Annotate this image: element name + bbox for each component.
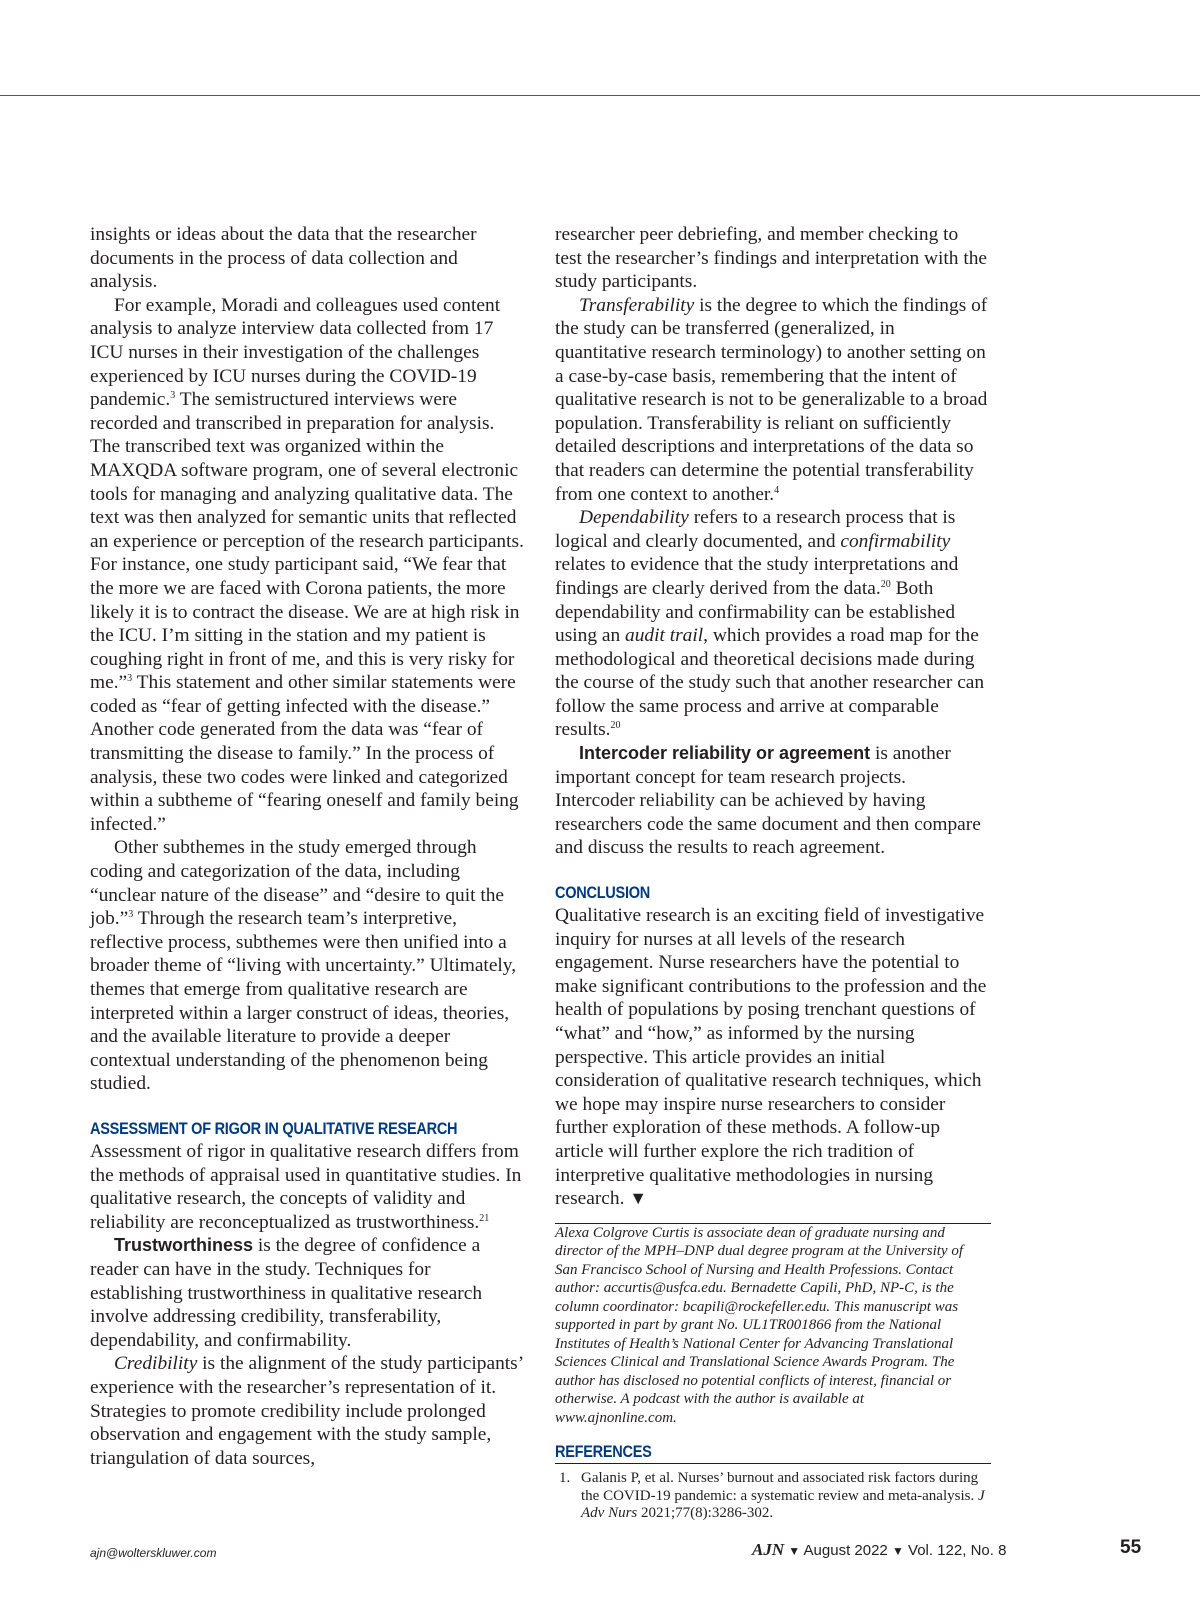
text: Galanis P, et al. Nurses’ burnout and associated risk factors during the COVID-19 pandemic: a systematic review and meta-analysis. [581,1470,979,1504]
end-of-article-icon: ▼ [629,1188,648,1209]
text: is another important concept for team research projects. Intercoder reliability can be achieved by having researchers code the same document and then compare and discuss the results to reach agreement. [555,743,981,859]
reference-number: 1. [559,1470,571,1487]
key-term: Trustworthiness [114,1235,254,1256]
text: 2021;77(8):3286-302. [637,1505,774,1522]
reference-item [555,1470,989,1523]
section-heading-references: REFERENCES [555,1443,652,1462]
paragraph [555,223,989,294]
section-heading-conclusion: CONCLUSION [555,884,650,903]
divider [555,1463,991,1464]
italic-term: audit trail [625,625,704,647]
page-number: 55 [1120,1537,1142,1558]
text: This statement and other similar statements were coded as “fear of getting infected with the disease.” Another code generated from the data was “fear of transmitting the disease to family.” In the process of analysis, these two codes were linked and categorized within a subtheme of “fearing oneself and family being infected.” [90,672,519,835]
text: is the alignment of the study participants’ experience with the researcher’s representation of it. Strategies to promote credibility include prolonged observation and engagement with the study sample, triangulation of data sources, [90,1353,523,1469]
footer-email: ajn@wolterskluwer.com [90,1546,217,1560]
italic-term: Credibility [114,1353,198,1375]
reference-list [555,1470,989,1523]
paragraph [555,904,989,1211]
text: insights or ideas about the data that the researcher documents in the process of data collection and analysis. [90,224,477,293]
citation-ref: 4 [774,484,780,496]
text: Other subthemes in the study emerged through coding and categorization of the data, including “unclear nature of the disease” and “desire to quit the job.” [90,837,505,930]
text: , which provides a road map for the methodological and theoretical decisions made during the course of the study such that another researcher can follow the same process and arrive at comparable results. [555,625,985,741]
paragraph [555,506,989,742]
text: Qualitative research is an exciting field of investigative inquiry for nurses at all levels of the research engagement. Nurse researchers have the potential to make significant contributions to the profession and the health of populations by posing trenchant questions of “what” and “how,” as informed by the nursing perspective. This article provides an initial consideration of qualitative research techniques, which we hope may inspire nurse researchers to consider further exploration of these methods. A follow-up article will further explore the rich tradition of interpretive qualitative methodologies in nursing research. [555,905,987,1210]
text: The semistructured interviews were recorded and transcribed in preparation for analysis. The transcribed text was organized within the MAXQDA software program, one of several electronic tools for managing and analyzing qualitative data. The text was then analyzed for semantic units that reflected an experience or perception of the research participants. For instance, one study participant said, “We fear that the more we are faced with Corona patients, the more likely it is to contract the disease. We are at high risk in the ICU. I’m sitting in the station and my patient is coughing right in front of me, and this is very risky for me.” [90,389,524,694]
citation-ref: 21 [479,1212,490,1224]
text: is the degree to which the findings of the study can be transferred (generalized, in quantitative research terminology) to another setting on a case-by-case basis, remembering that the intent of qualitative research is not to be generalizable to a broad population. Transferability is reliant on sufficiently detailed descriptions and interpretations of the data so that readers can determine the potential transferability from one context to another. [555,294,988,505]
citation-ref: 20 [880,578,891,590]
triangle-icon: ▼ [891,1544,904,1558]
author-bio: Alexa Colgrove Curtis is associate dean of graduate nursing and director of the MPH–DNP dual degree program at the University of San Francisco School of Nursing and Health Professions. Contact author: accurtis@usfca.edu. Bernadette Capili, PhD, NP-C, is the column coordinator: bcapili@rockefeller.edu. This manuscript was supported in part by grant No. UL1TR001866 from the National Institutes of Health’s National Center for Advancing Translational Sciences Clinical and Translational Science Awards Program. The author has disclosed no potential conflicts of interest, financial or otherwise. A podcast with the author is available at www.ajnonline.com. [555,1224,963,1426]
left-column [90,223,524,1470]
citation-ref: 3 [128,909,134,921]
citation-ref: 3 [127,673,133,685]
volume-info: Vol. 122, No. 8 [908,1542,1007,1559]
paragraph [90,223,524,294]
italic-term: Transferability [579,294,695,316]
triangle-icon: ▼ [788,1544,801,1558]
text: Through the research team’s interpretive, reflective process, subthemes were then unified into a broader theme of “living with uncertainty.” Ultimately, themes that emerge from qualitative research are interpreted within a larger construct of ideas, theories, and the available literature to provide a deeper contextual understanding of the phenomenon being studied. [90,908,517,1095]
journal-name: AJN [752,1540,785,1559]
text: Both dependability and confirmability can be established using an [555,577,956,647]
key-term: Intercoder reliability or agreement [579,743,871,764]
paragraph [90,1234,524,1352]
paragraph [90,836,524,1096]
text: relates to evidence that the study interpretations and findings are clearly derived from the data. [555,554,959,599]
right-column [555,223,989,1523]
top-rule [0,95,1200,96]
citation-ref: 3 [170,390,176,402]
italic-term: Dependability [579,507,689,529]
text: For example, Moradi and colleagues used content analysis to analyze interview data collected from 17 ICU nurses in their investigation of the challenges experienced by ICU nurses during the COVID-19 pandemic. [90,294,501,411]
italic-term: confirmability [840,530,951,552]
citation-ref: 20 [610,720,621,732]
issue-date: August 2022 [803,1542,888,1559]
text: Assessment of rigor in qualitative research differs from the methods of appraisal used in quantitative studies. In qualitative research, the concepts of validity and reliability are reconceptualized as trustworthiness. [90,1140,522,1233]
section-heading-rigor: ASSESSMENT OF RIGOR IN QUALITATIVE RESEARCH [90,1119,458,1138]
footer-journal-info [752,1540,1006,1560]
paragraph [90,1140,524,1234]
text: refers to a research process that is logical and clearly documented, and [555,507,956,552]
paragraph [90,1352,524,1470]
text: researcher peer debriefing, and member checking to test the researcher’s findings and interpretation with the study participants. [555,224,988,293]
paragraph [555,294,989,506]
paragraph [90,294,524,837]
paragraph [555,742,989,860]
journal-name: J Adv Nurs [581,1487,985,1522]
text: is the degree of confidence a reader can have in the study. Techniques for establishing trustworthiness in qualitative research involve addressing credibility, transferability, dependability, and confirmability. [90,1235,483,1351]
